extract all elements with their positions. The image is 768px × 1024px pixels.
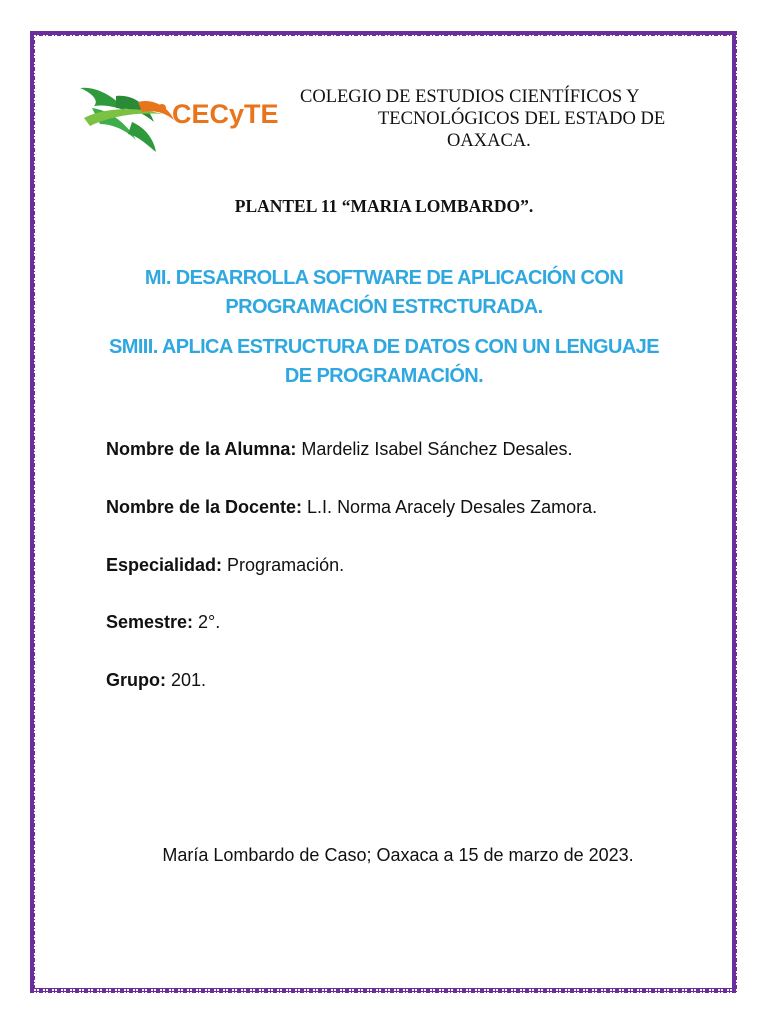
field-semestre-value: 2°.	[193, 612, 221, 632]
field-grupo-label: Grupo:	[106, 670, 166, 690]
field-grupo-value: 201.	[166, 670, 207, 690]
cecyte-logo	[76, 78, 296, 154]
submodule-title	[88, 333, 680, 391]
module-title	[88, 264, 680, 322]
field-semestre-label: Semestre:	[106, 612, 194, 632]
place-and-date: María Lombardo de Caso; Oaxaca a 15 de marzo de 2023.	[162, 845, 634, 865]
school-name	[296, 86, 696, 152]
school-name-line-1: COLEGIO DE ESTUDIOS CIENTÍFICOS Y	[300, 87, 640, 107]
field-alumna-label: Nombre de la Alumna:	[106, 439, 297, 459]
field-semestre	[106, 612, 220, 633]
logo-dot	[158, 104, 166, 112]
plantel-text: PLANTEL 11 “MARIA LOMBARDO”.	[234, 196, 534, 216]
field-especialidad-label: Especialidad:	[106, 555, 223, 575]
logo-leaf-bottom	[128, 122, 156, 152]
plantel-title	[0, 196, 768, 217]
field-docente	[106, 497, 597, 518]
submodule-title-line-1: SMIII. APLICA ESTRUCTURA DE DATOS CON UN LENGUAJE	[109, 336, 659, 358]
school-name-line-3: OAXACA.	[447, 131, 531, 151]
module-title-line-2: PROGRAMACIÓN ESTRCTURADA.	[225, 296, 543, 318]
module-title-line-1: MI. DESARROLLA SOFTWARE DE APLICACIÓN CON	[144, 267, 624, 289]
field-docente-label: Nombre de la Docente:	[106, 497, 303, 517]
submodule-title-line-2: DE PROGRAMACIÓN.	[284, 365, 484, 387]
field-alumna	[106, 439, 573, 460]
school-name-line-2: TECNOLÓGICOS DEL ESTADO DE	[378, 109, 666, 129]
logo-wordmark: CECyTE	[172, 99, 279, 129]
logo-flame	[138, 101, 174, 120]
field-docente-value: L.I. Norma Aracely Desales Zamora.	[302, 497, 598, 517]
field-alumna-value: Mardeliz Isabel Sánchez Desales.	[296, 439, 573, 459]
field-especialidad-value: Programación.	[222, 555, 345, 575]
field-grupo	[106, 670, 206, 691]
field-especialidad	[106, 555, 344, 576]
